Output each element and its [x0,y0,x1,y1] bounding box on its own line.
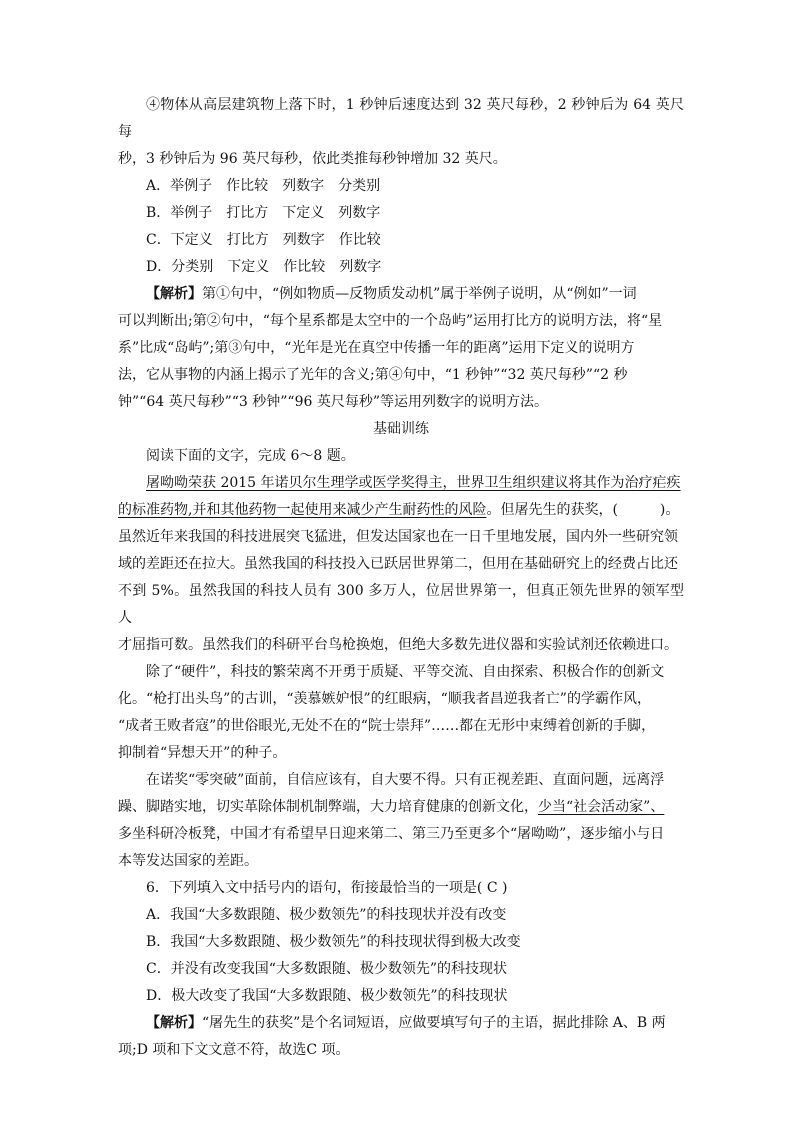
q6-option-c: C．并没有改变我国“大多数跟随、极少数领先”的科技现状 [146,961,508,977]
q5-analysis-line-1 [118,281,684,308]
q6-analysis-tag: 【解析】 [146,1015,202,1031]
passage-p2-line-3: “成者王败者寇”的世俗眼光,无处不在的“院士崇拜”……都在无形中束缚着创新的手脚， [118,718,656,734]
q5-stem-line-2: 秒，3 秒钟后为 96 英尺每秒，依此类推每秒钟增加 32 英尺。 [118,151,507,167]
q5-analysis-line-4: 法，它从事物的内涵上揭示了光年的含义;第④句中，“1 秒钟”“32 英尺每秒”“2 秒 [118,367,628,383]
q5-analysis-line-3: 系”比成“岛屿”;第③句中，“光年是光在真空中传播一年的距离”运用下定义的说明方 [118,340,635,356]
q6-analysis-text-1: “屠先生的获奖”是个名词短语，应做要填写句子的主语，据此排除 A、B 两 [202,1015,666,1031]
passage-p1-line-5: 不到 5%。虽然我国的科技人员有 300 多万人，位居世界第一，但真正领先世界的领军型人 [118,583,684,626]
passage-underlined-3: 少当“社会活动家”、 [538,799,665,815]
q5-analysis-line-2: 可以判断出;第②句中，“每个星系都是太空中的一个岛屿”运用打比方的说明方法，将“星 [118,313,663,329]
passage-p3-text-2: 躁、脚踏实地，切实革除体制机制弊端，大力培育健康的创新文化， [118,799,538,815]
passage-p1-line-3: 虽然近年来我国的科技进展突飞猛进，但发达国家也在一日千里地发展，国内外一些研究领 [118,529,678,545]
q6-option-b: B．我国“大多数跟随、极少数领先”的科技现状得到极大改变 [146,934,521,950]
q6-option-d: D．极大改变了我国“大多数跟随、极少数领先”的科技现状 [146,988,508,1004]
passage-p2-line-4: 抑制着“异想天开”的种子。 [118,745,287,761]
q5-option-b: B．举例子 打比方 下定义 列数字 [146,205,381,221]
passage-blank-sentence: 。但屠先生的获奖，( )。 [486,502,680,518]
section-title: 基础训练 [373,421,429,437]
passage-p1-line-2 [118,497,684,524]
q5-option-d: D．分类别 下定义 作比较 列数字 [146,259,382,275]
q6-stem: 6．下列填入文中括号内的语句，衔接最恰当的一项是( C ) [146,880,508,896]
passage-underlined-1: 屠呦呦荣获 2015 年诺贝尔生理学或医学奖得主，世界卫生组织建议将其作为治疗疟疾 [146,475,681,491]
q5-option-c: C．下定义 打比方 列数字 作比较 [146,232,381,248]
q6-analysis-line-1 [118,1010,684,1037]
q5-analysis-text-1: 第①句中，“例如物质—反物质发动机”属于举例子说明，从“例如”一词 [202,286,637,302]
passage-p2-line-1: 除了“硬件”，科技的繁荣离不开勇于质疑、平等交流、自由探索、积极合作的创新文 [146,664,665,680]
page-content [118,92,684,1064]
passage-p3-line-4: 本等发达国家的差距。 [118,853,258,869]
passage-p1-line-6: 才屈指可数。虽然我们的科研平台鸟枪换炮，但绝大多数先进仪器和实验试剂还依赖进口。 [118,637,678,653]
passage-p3-line-2 [118,794,684,821]
passage-underlined-2: 的标准药物,并和其他药物一起使用来减少产生耐药性的风险 [118,502,487,518]
passage-p1-line-1 [118,470,684,497]
q6-analysis-line-2: 项;D 项和下文文意不符，故选C 项。 [118,1042,350,1058]
q6-option-a: A．我国“大多数跟随、极少数领先”的科技现状并没有改变 [146,907,507,923]
q5-analysis-line-5: 钟”“64 英尺每秒”“3 秒钟”“96 英尺每秒”等运用列数字的说明方法。 [118,394,548,410]
passage-p1-line-4: 域的差距还在拉大。虽然我国的科技投入已跃居世界第二，但用在基础研究上的经费占比还 [118,556,678,572]
passage-p3-line-1: 在诺奖“零突破”面前，自信应该有，自大要不得。只有正视差距、直面问题，远离浮 [146,772,665,788]
reading-intro: 阅读下面的文字，完成 6～8 题。 [146,448,355,464]
q5-option-a: A．举例子 作比较 列数字 分类别 [146,178,381,194]
q5-analysis-tag: 【解析】 [146,286,202,302]
q5-stem-line-1: ④物体从高层建筑物上落下时，1 秒钟后速度达到 32 英尺每秒，2 秒钟后为 64 英尺每 [118,97,684,140]
passage-p3-line-3: 多坐科研冷板凳，中国才有希望早日迎来第二、第三乃至更多个“屠呦呦”，逐步缩小与日 [118,826,665,842]
passage-p2-line-2: 化。“枪打出头鸟”的古训，“羡慕嫉妒恨”的红眼病，“顺我者昌逆我者亡”的学霸作风， [118,691,651,707]
